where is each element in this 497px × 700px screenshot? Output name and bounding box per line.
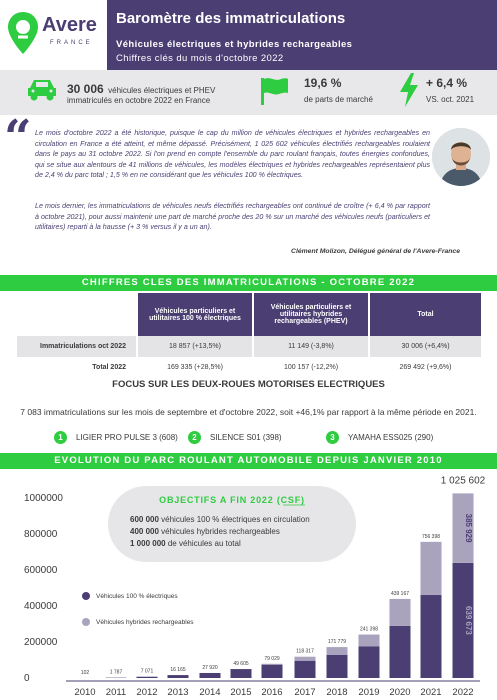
author-photo — [432, 128, 490, 186]
bar-total-label: 27 920 — [202, 664, 218, 671]
objective-text: véhicules 100 % électriques en circulation — [158, 515, 310, 524]
avere-logo-icon — [6, 10, 40, 56]
bar-phev — [327, 647, 348, 655]
model-label: YAMAHA ESS025 (290) — [348, 433, 434, 442]
bar-total-label: 439 167 — [390, 590, 410, 597]
fleet-chart — [0, 468, 497, 700]
cell-total: 269 492 (+9,6%) — [369, 357, 481, 378]
legend-swatch-phev — [82, 618, 90, 626]
table-corner — [17, 293, 137, 336]
objective-value: 400 000 — [130, 527, 159, 536]
page-subtitle: Véhicules électriques et hybrides rechargeables — [116, 39, 353, 50]
x-tick-label: 2017 — [294, 687, 316, 698]
focus-title: FOCUS SUR LES DEUX-ROUES MOTORISES ELECTRIQUES — [112, 379, 385, 390]
bar-electric — [137, 677, 158, 678]
objective-value: 600 000 — [130, 515, 159, 524]
model-label: SILENCE S01 (398) — [210, 433, 282, 442]
car-icon — [26, 76, 58, 102]
y-tick-label: 800000 — [24, 529, 58, 540]
table-row — [17, 336, 481, 357]
bar-electric — [421, 595, 442, 678]
x-tick-label: 2016 — [261, 687, 283, 698]
kpi-share-value: 19,6 % — [304, 76, 342, 90]
cell-electric: 169 335 (+28,5%) — [137, 357, 253, 378]
objective-line — [130, 527, 280, 536]
bar-total-label: 1 787 — [109, 669, 123, 676]
rank-badge: 1 — [54, 431, 67, 444]
key-figures-table — [17, 293, 481, 378]
cell-total: 30 006 (+6,4%) — [369, 336, 481, 357]
y-tick-label: 600000 — [24, 565, 58, 576]
bar-phev — [359, 635, 380, 647]
x-tick-label: 2022 — [452, 687, 474, 698]
objective-line — [130, 539, 241, 548]
bar-electric — [168, 675, 189, 678]
model-label: LIGIER PRO PULSE 3 (608) — [76, 433, 178, 442]
x-tick-label: 2013 — [167, 687, 189, 698]
legend-label-phev: Véhicules hybrides rechargeables — [96, 619, 194, 626]
focus-text: 7 083 immatriculations sur les mois de septembre et d'octobre 2022, soit +46,1% par rapport à la même période en 2021. — [20, 407, 477, 417]
objective-value: 1 000 000 — [130, 539, 166, 548]
x-tick-label: 2019 — [358, 687, 380, 698]
lightning-icon — [396, 72, 422, 108]
bar-total-label: 102 — [80, 669, 90, 676]
y-tick-label: 1000000 — [24, 493, 63, 504]
bar-total-label: 49 605 — [233, 661, 249, 668]
bar-phev — [262, 664, 283, 665]
x-axis — [66, 681, 480, 698]
x-tick-label: 2020 — [389, 687, 411, 698]
table-header-total: Total — [369, 293, 481, 336]
cell-phev: 100 157 (-12,2%) — [253, 357, 369, 378]
table-section-header: CHIFFRES CLES DES IMMATRICULATIONS - OCTOBRE 2022 — [0, 275, 497, 291]
x-tick-label: 2015 — [230, 687, 252, 698]
x-tick-label: 2011 — [105, 687, 127, 698]
y-tick-label: 400000 — [24, 601, 58, 612]
x-tick-label: 2010 — [74, 687, 96, 698]
objective-line — [130, 515, 310, 524]
kpi-main-text1: véhicules électriques et PHEV — [108, 86, 216, 95]
x-tick-label: 2021 — [420, 687, 442, 698]
bar-phev — [390, 599, 411, 626]
x-tick-label: 2014 — [199, 687, 221, 698]
bar-total-label: 171 779 — [327, 639, 347, 646]
bar-total-label: 7 071 — [140, 668, 154, 675]
rank-badge: 2 — [188, 431, 201, 444]
legend-label-electric: Véhicules 100 % électriques — [96, 593, 178, 600]
bar-total-label: 16 165 — [170, 667, 186, 674]
quote-paragraph-2: Le mois dernier, les immatriculations de véhicules neufs électrifiés rechargeables ont continué de croître (+ 6,4 % par rapport à octobre 2021), pour aussi maintenir une part de marché proche des 20 % sur un marché des véhicules neufs (particuliers et utilitaires) reparti à la hausse (+ 3 % versus il y a un an). — [35, 202, 430, 232]
kpi-main-text2: immatriculés en octobre 2022 en France — [67, 96, 211, 105]
bar-electric — [359, 647, 380, 679]
x-tick-label: 2018 — [326, 687, 348, 698]
kpi-main-value: 30 006 — [67, 82, 104, 96]
legend-swatch-electric — [82, 592, 90, 600]
quote-mark-icon: “ — [4, 110, 32, 166]
kpi-growth-text: VS. oct. 2021 — [426, 95, 475, 104]
bar-total-label: 118 317 — [296, 648, 314, 655]
bar-total-label: 1 025 602 — [440, 475, 486, 487]
bar-inner-label-phev: 385 929 — [464, 513, 473, 543]
kpi-growth-value: + 6,4 % — [426, 76, 468, 90]
bar-electric — [200, 673, 221, 678]
logo-subtext: FRANCE — [50, 40, 93, 46]
quote-paragraph-1: Le mois d'octobre 2022 a été historique, puisque le cap du million de véhicules électriques et hybrides rechargeables en circulation en France a été atteint, et même dépassé. Précisément, 1 025 602 véhicules électrifiés rechargeables roulaient dans le pays au 31 octobre 2022. Si l'on prend en compte l'ensemble du parc roulant français, toutes énergies confondues, qui se situe aux alentours de 41 millions de véhicules, les modèles électriques et hybrides rechargeables représentaient plus de 2,4 % du parc total ; 1,5 % en ne considérant que les véhicules 100 % électriques. — [35, 129, 430, 180]
bar-total-label: 756 398 — [421, 533, 441, 540]
bar-electric — [231, 669, 252, 678]
bar-inner-label-electric: 639 673 — [464, 605, 473, 635]
rank-badge: 3 — [326, 431, 339, 444]
bar-electric — [262, 665, 283, 678]
y-axis — [24, 493, 63, 684]
page-title: Baromètre des immatriculations — [116, 10, 346, 27]
table-row — [17, 357, 481, 378]
page-subtitle-date: Chiffres clés du mois d'octobre 2022 — [116, 53, 284, 64]
chart-section-header: EVOLUTION DU PARC ROULANT AUTOMOBILE DEPUIS JANVIER 2010 — [0, 453, 497, 469]
row-label: Immatriculations oct 2022 — [17, 336, 137, 357]
logo-text: Avere — [42, 14, 97, 36]
kpi-share-text: de parts de marché — [304, 95, 373, 104]
bar-electric — [327, 655, 348, 678]
cell-electric: 18 857 (+13,5%) — [137, 336, 253, 357]
y-tick-label: 0 — [24, 673, 30, 684]
bar-phev — [295, 657, 316, 661]
quote-author: Clément Molizon, Délégué général de l'Avere-France — [291, 248, 460, 255]
table-header-phev: Véhicules particuliers et utilitaires hybrides rechargeables (PHEV) — [253, 293, 369, 336]
flag-icon — [258, 76, 290, 106]
objective-text: véhicules hybrides rechargeables — [158, 527, 280, 536]
bar-electric — [295, 661, 316, 678]
objectives-title: OBJECTIFS A FIN 2022 (CSF) — [159, 495, 305, 505]
y-tick-label: 200000 — [24, 637, 58, 648]
cell-phev: 11 149 (-3,8%) — [253, 336, 369, 357]
objective-text: de véhicules au total — [165, 539, 241, 548]
bar-electric — [390, 626, 411, 678]
x-tick-label: 2012 — [136, 687, 158, 698]
bar-phev — [421, 542, 442, 595]
row-label: Total 2022 — [17, 357, 137, 378]
table-header-electric: Véhicules particuliers et utilitaires 100 % électriques — [137, 293, 253, 336]
bar-total-label: 241 398 — [359, 626, 379, 633]
bar-total-label: 79 029 — [264, 655, 280, 662]
